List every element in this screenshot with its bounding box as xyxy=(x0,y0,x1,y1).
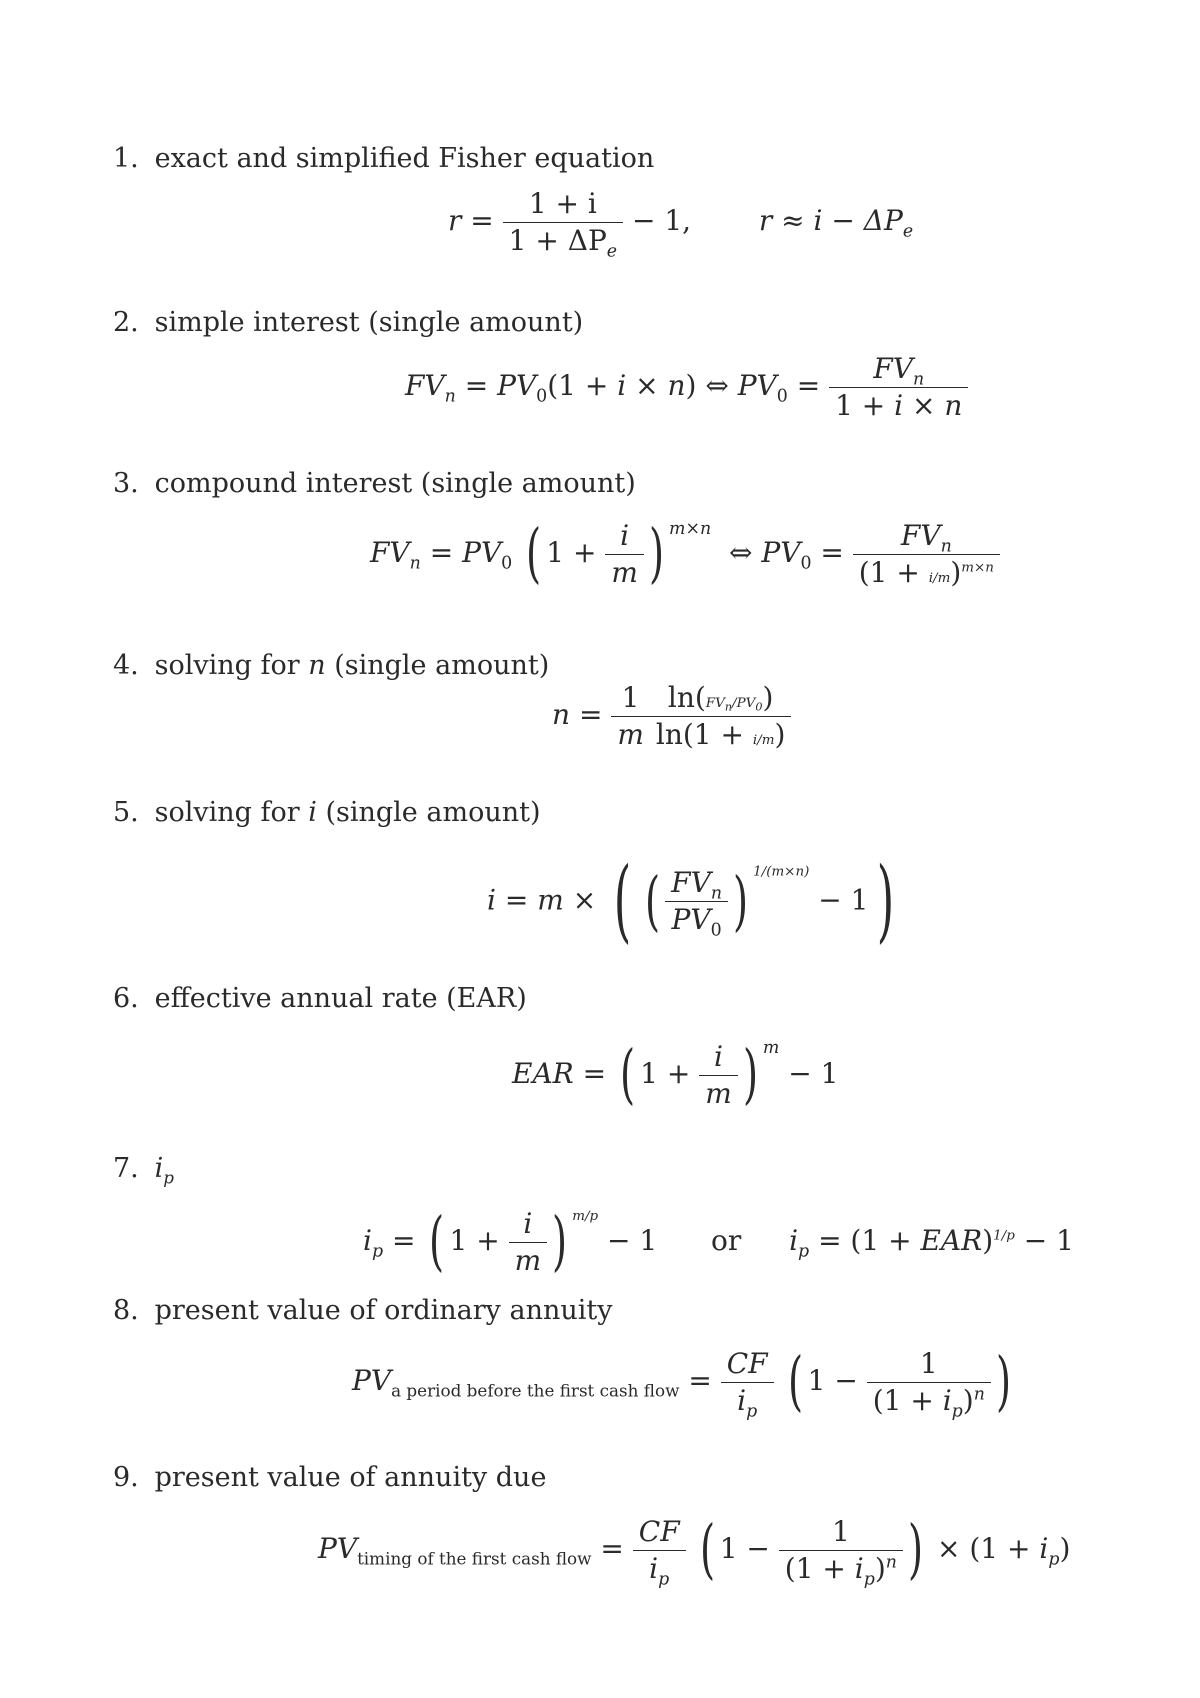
annuity-due-subscript: timing of the first cash flow xyxy=(357,1548,592,1569)
item-5-heading xyxy=(113,797,540,828)
item-3-heading xyxy=(113,468,636,499)
item-title-sub: p xyxy=(163,1167,174,1188)
solve-i-formula: i = m × ( ( $\frac{FV_n}{PV_0}$ ) $^{1/(m\times n)}$ − 1) xyxy=(487,849,895,953)
item-1-heading xyxy=(113,143,654,174)
item-var: n xyxy=(308,650,326,681)
item-8-heading xyxy=(113,1295,613,1326)
ear-formula: EAR = ( 1 + $\frac{i}{m}$ ) $^m$ − 1 xyxy=(512,1037,839,1113)
item-title: compound interest (single amount) xyxy=(154,468,636,499)
item-title: present value of annuity due xyxy=(154,1462,547,1493)
periodic-rate-formula: $i_p$ = ( 1 + $\frac{i}{m}$ ) $^{m/p}$ − 1 or $i_p = (1 + EAR)^{1/p} - 1$ xyxy=(363,1204,1074,1280)
item-number: 3. xyxy=(113,468,139,499)
item-number: 9. xyxy=(113,1462,139,1493)
item-number: 5. xyxy=(113,797,139,828)
fisher-den-sub: e xyxy=(606,241,618,262)
item-title-rest: (single amount) xyxy=(334,650,550,681)
item-number: 2. xyxy=(113,307,139,338)
item-title: simple interest (single amount) xyxy=(154,307,584,338)
ordinary-annuity-formula: $PV_{a period before the first cash flow}$ = $\frac{CF}{i_p}$ ( 1 − $\frac{1}{(1 + i_p)^n}$ ) xyxy=(352,1344,1012,1422)
item-7-heading xyxy=(113,1153,174,1188)
item-title: exact and simplified Fisher equation xyxy=(154,143,655,174)
item-number: 6. xyxy=(113,983,139,1014)
annuity-due-formula: $PV_{timing of the first cash flow}$ = $\frac{CF}{i_p}$ ( 1 − $\frac{1}{(1 + i_p)^n}$ ) × $(1 + i_p)$ xyxy=(318,1512,1071,1590)
item-title: solving for xyxy=(154,650,300,681)
ordinary-annuity-subscript: a period before the first cash flow xyxy=(391,1380,680,1401)
fisher-tail: − 1, xyxy=(631,204,692,237)
solve-n-formula: n = $\frac{1}{m}$ $\frac{\ln(FV_n/PV_0)}{\ln(1 + i/m)}$ xyxy=(552,684,791,749)
fisher-lhs: r xyxy=(448,204,462,237)
item-9-heading xyxy=(113,1462,546,1493)
fisher-approx-sub: e xyxy=(902,221,914,242)
item-number: 1. xyxy=(113,143,139,174)
item-title: solving for xyxy=(154,797,300,828)
compound-interest-fraction: $\frac{FV_n}{(1 + i/m)^{m\times n}}$ xyxy=(853,522,1000,587)
item-number: 8. xyxy=(113,1295,139,1326)
solve-n-log-fraction: $\frac{\ln(FV_n/PV_0)}{\ln(1 + i/m)}$ xyxy=(650,684,792,749)
fisher-approx: r ≈ i − ΔP xyxy=(758,204,903,237)
item-title: effective annual rate (EAR) xyxy=(154,983,527,1014)
item-title: present value of ordinary annuity xyxy=(154,1295,613,1326)
fisher-equation: r = $\frac{1 + i}{1 + \Delta P_e}$ − 1, $r \approx i - \Delta P_e$ xyxy=(448,187,914,262)
fisher-fraction xyxy=(503,187,623,262)
or-word: or xyxy=(711,1224,742,1257)
fisher-den-text: 1 + ΔP xyxy=(508,224,607,257)
item-number: 7. xyxy=(113,1153,139,1184)
simple-interest-formula: $FV_n = PV_0(1 + i \times n)$ ⇔ $PV_0$ = $\frac{FV_n}{1 + i \times n}$ xyxy=(405,355,968,420)
item-title-rest: (single amount) xyxy=(325,797,541,828)
item-2-heading xyxy=(113,307,583,338)
item-var: i xyxy=(308,797,317,828)
item-number: 4. xyxy=(113,650,139,681)
fisher-numerator: 1 + i xyxy=(528,187,597,220)
simple-interest-fraction: $\frac{FV_n}{1 + i \times n}$ xyxy=(829,355,968,420)
fisher-denominator xyxy=(503,222,623,262)
item-4-heading xyxy=(113,650,549,681)
compound-interest-formula: $FV_n = PV_0$ ( 1 + $\frac{i}{m}$ ) $^{m\times n}$ ⇔ $PV_0$ = $\frac{FV_n}{(1 + i/m)^{m\times n}}$ xyxy=(370,522,1000,587)
item-6-heading xyxy=(113,983,527,1014)
item-title: i xyxy=(154,1153,164,1184)
